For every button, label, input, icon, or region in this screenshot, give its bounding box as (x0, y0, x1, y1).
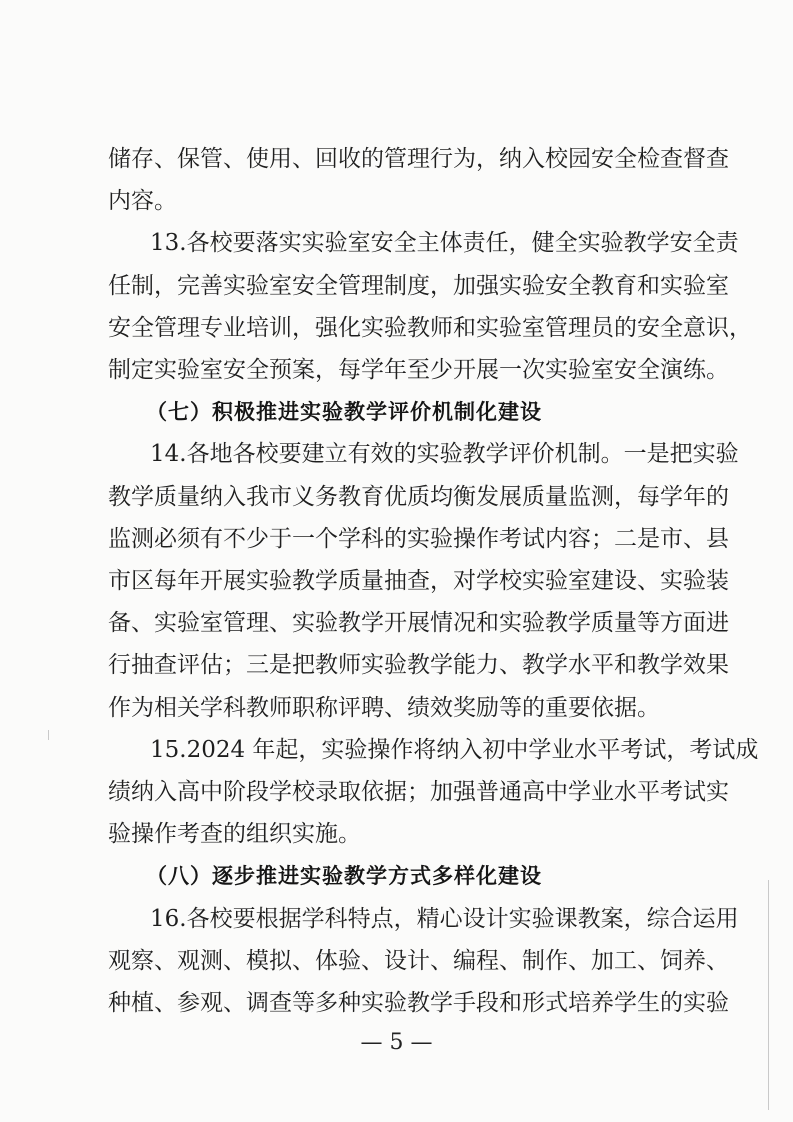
paragraph-line (0, 688, 793, 728)
page-number: — 5 — (360, 1030, 433, 1055)
paragraph-line (0, 730, 793, 770)
paragraph-line-text: 16.各校要根据学科特点，精心设计实验课教案，综合运用 (150, 906, 739, 932)
paragraph-line (0, 941, 793, 981)
paragraph-line-text: 行抽查评估；三是把教师实验教学能力、教学水平和教学效果 (108, 652, 729, 678)
paragraph-line (0, 181, 793, 221)
paragraph-line-text: 13.各校要落实实验室安全主体责任，健全实验教学安全责 (150, 230, 739, 256)
paragraph-line (0, 434, 793, 474)
paragraph-line-text: 种植、参观、调查等多种实验教学手段和形式培养学生的实验 (108, 990, 729, 1016)
paragraph-line-text: 作为相关学科教师职称评聘、绩效奖励等的重要依据。 (108, 695, 660, 721)
section-heading (0, 856, 793, 896)
paragraph-line (0, 139, 793, 179)
paragraph-line-text: 市区每年开展实验教学质量抽查，对学校实验室建设、实验装 (108, 568, 729, 594)
paragraph-line-text: 15.2024 年起，实验操作将纳入初中学业水平考试，考试成 (150, 737, 759, 763)
paragraph-line-text: 监测必须有不少于一个学科的实验操作考试内容；二是市、县 (108, 526, 729, 552)
paragraph-line (0, 983, 793, 1023)
section-heading (0, 392, 793, 432)
section-heading-text: （八）逐步推进实验教学方式多样化建设 (146, 864, 542, 888)
paragraph-line (0, 814, 793, 854)
paragraph-line-text: 验操作考查的组织实施。 (108, 821, 361, 847)
paragraph-line-text: 备、实验室管理、实验教学开展情况和实验教学质量等方面进 (108, 610, 729, 636)
paragraph-line (0, 772, 793, 812)
paragraph-line-text: 绩纳入高中阶段学校录取依据；加强普通高中学业水平考试实 (108, 779, 729, 805)
paragraph-line-text: 内容。 (108, 188, 177, 214)
paragraph-line (0, 561, 793, 601)
section-heading-text: （七）积极推进实验教学评价机制化建设 (146, 400, 542, 424)
paragraph-line (0, 350, 793, 390)
paragraph-line (0, 899, 793, 939)
paragraph-line-text: 教学质量纳入我市义务教育优质均衡发展质量监测，每学年的 (108, 484, 729, 510)
paragraph-line (0, 223, 793, 263)
paragraph-line-text: 任制，完善实验室安全管理制度，加强实验安全教育和实验室 (108, 273, 729, 299)
paragraph-line-text: 安全管理专业培训，强化实验教师和实验室管理员的安全意识， (108, 315, 752, 341)
paragraph-line (0, 519, 793, 559)
paragraph-line (0, 603, 793, 643)
paragraph-line-text: 14.各地各校要建立有效的实验教学评价机制。一是把实验 (150, 441, 739, 467)
paragraph-line-text: 储存、保管、使用、回收的管理行为，纳入校园安全检查督查 (108, 146, 729, 172)
paragraph-line-text: 制定实验室安全预案，每学年至少开展一次实验室安全演练。 (108, 357, 729, 383)
paragraph-line (0, 477, 793, 517)
paragraph-line-text: 观察、观测、模拟、体验、设计、编程、制作、加工、饲养、 (108, 948, 729, 974)
paragraph-line (0, 308, 793, 348)
paragraph-line (0, 645, 793, 685)
paragraph-line (0, 266, 793, 306)
